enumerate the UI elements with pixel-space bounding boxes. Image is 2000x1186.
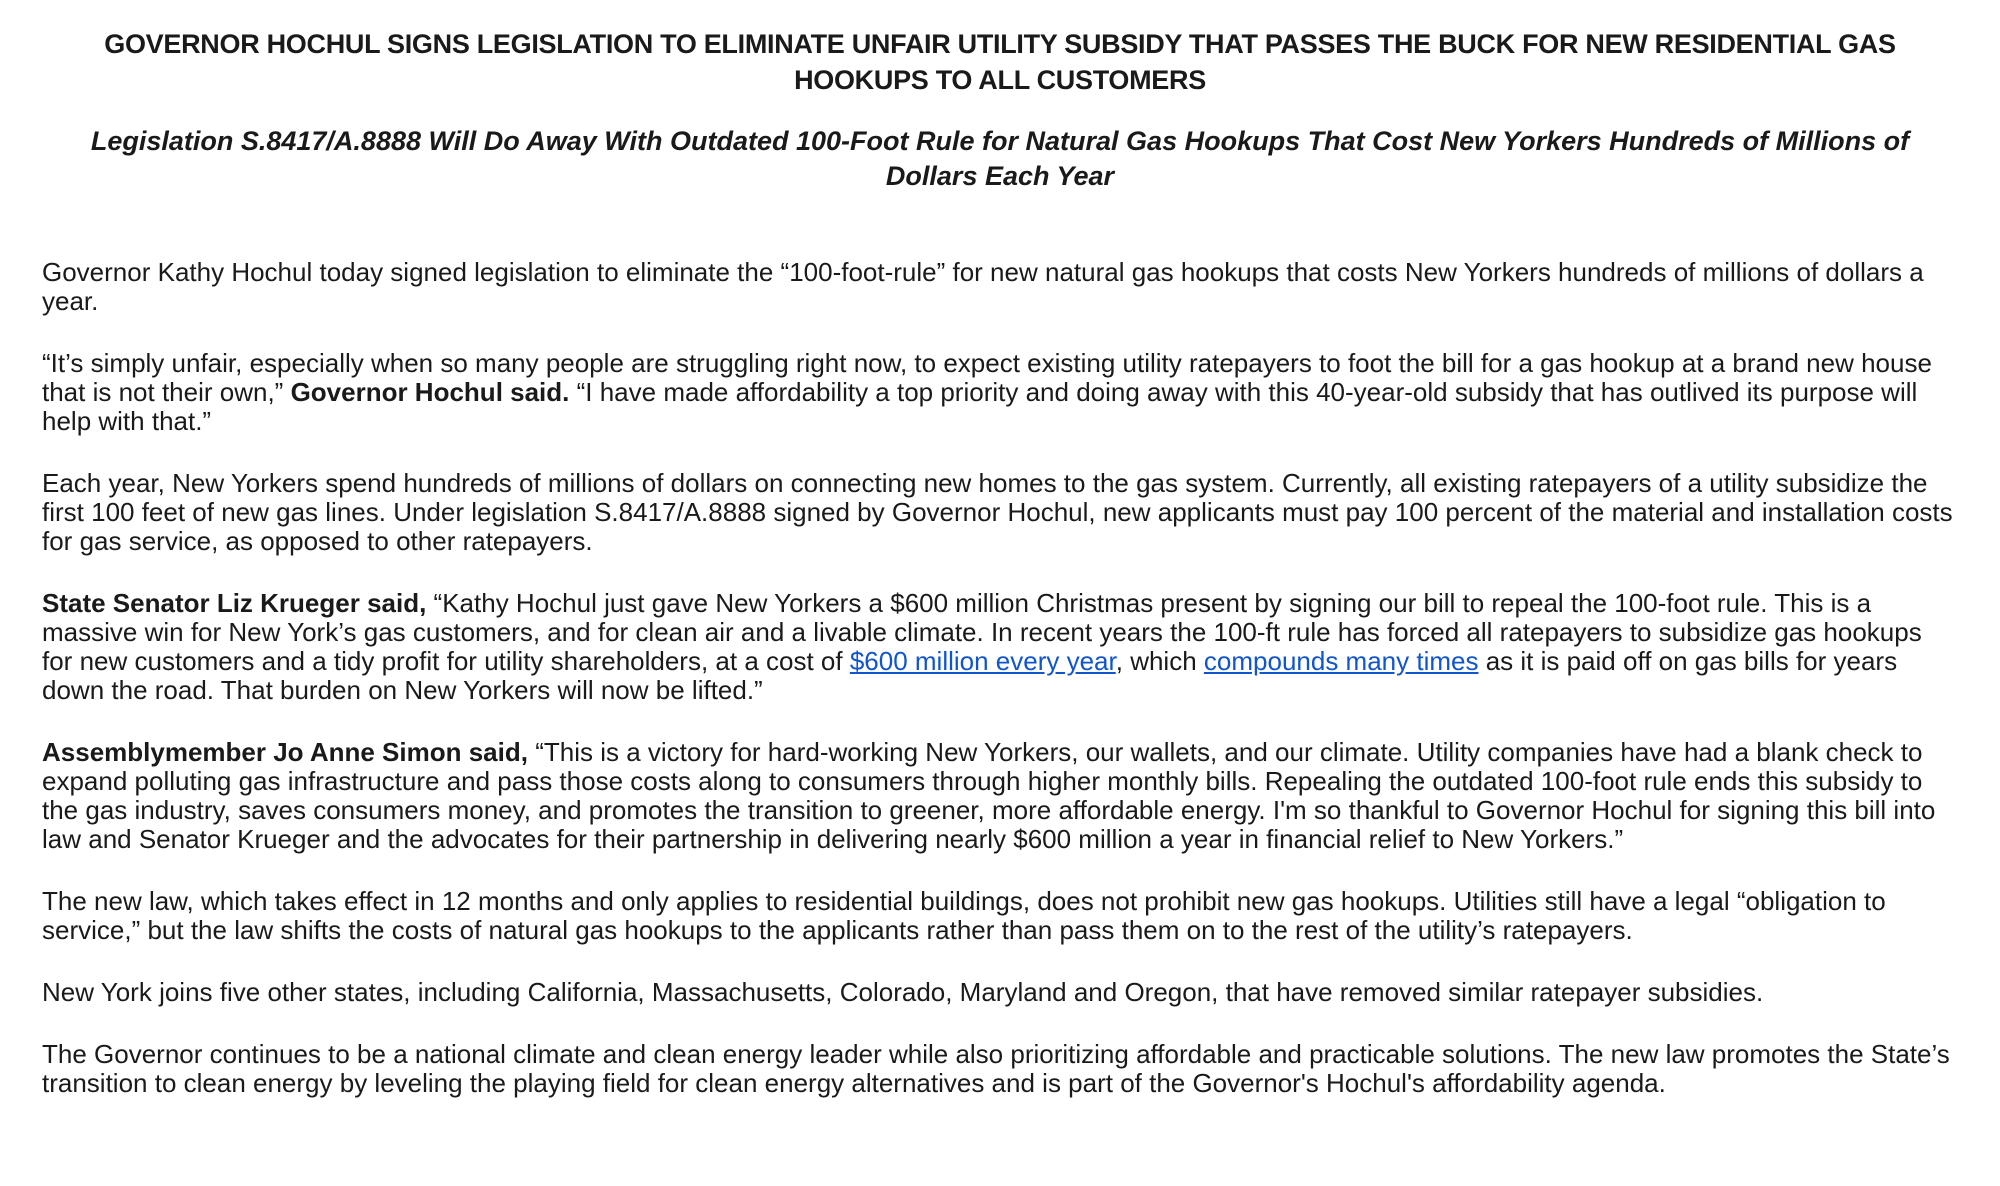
inline-link[interactable]: $600 million every year bbox=[849, 646, 1116, 676]
speaker-attribution: State Senator Liz Krueger said, bbox=[42, 588, 427, 618]
inline-link[interactable]: compounds many times bbox=[1203, 646, 1479, 676]
speaker-attribution: Governor Hochul said. bbox=[290, 377, 570, 407]
text-run: “I have made affordability a top priority and doing away with this 40-year-old subsidy that has outlived its purpose will help with that.” bbox=[42, 377, 1918, 436]
paragraph-7 bbox=[42, 978, 1958, 1007]
text-run: New York joins five other states, including California, Massachusetts, Colorado, Maryland and Oregon, that have removed similar ratepayer subsidies. bbox=[42, 977, 1764, 1007]
headline: GOVERNOR HOCHUL SIGNS LEGISLATION TO ELIMINATE UNFAIR UTILITY SUBSIDY THAT PASSES THE BUCK FOR NEW RESIDENTIAL GAS HOOKUPS TO ALL CUSTOMERS bbox=[104, 29, 1896, 95]
speaker-attribution: Assemblymember Jo Anne Simon said, bbox=[42, 737, 528, 767]
paragraph-4 bbox=[42, 589, 1958, 705]
text-run: The Governor continues to be a national climate and clean energy leader while also prioritizing affordable and practicable solutions. The new law promotes the State’s transition to clean energy by leveling the playing field for clean energy alternatives and is part of the Governor's Hochul's affordability agenda. bbox=[42, 1039, 1950, 1098]
paragraph-2 bbox=[42, 349, 1958, 436]
text-run: as it is paid off on gas bills for years down the road. That burden on New Yorkers will now be lifted.” bbox=[42, 646, 1898, 705]
text-run: The new law, which takes effect in 12 months and only applies to residential buildings, does not prohibit new gas hookups. Utilities still have a legal “obligation to service,” but the law shifts the costs of natural gas hookups to the applicants rather than pass them on to the rest of the utility’s ratepayers. bbox=[42, 886, 1886, 945]
paragraph-3 bbox=[42, 469, 1958, 556]
subheadline: Legislation S.8417/A.8888 Will Do Away With Outdated 100-Foot Rule for Natural Gas Hookups That Cost New Yorkers Hundreds of Millions of Dollars Each Year bbox=[90, 126, 1910, 191]
text-run: Governor Kathy Hochul today signed legislation to eliminate the “100-foot-rule” for new natural gas hookups that costs New Yorkers hundreds of millions of dollars a year. bbox=[42, 257, 1924, 316]
article-body bbox=[42, 258, 1958, 1098]
text-run: “It’s simply unfair, especially when so many people are struggling right now, to expect existing utility ratepayers to foot the bill for a gas hookup at a brand new house that is not their own,” bbox=[42, 348, 1932, 407]
paragraph-8 bbox=[42, 1040, 1958, 1098]
text-run: “This is a victory for hard-working New Yorkers, our wallets, and our climate. Utility companies have had a blank check to expand polluting gas infrastructure and pass those costs along to consumers through higher monthly bills. Repealing the outdated 100-foot rule ends this subsidy to the gas industry, saves consumers money, and promotes the transition to greener, more affordable energy. I'm so thankful to Governor Hochul for signing this bill into law and Senator Krueger and the advocates for their partnership in delivering nearly $600 million a year in financial relief to New Yorkers.” bbox=[42, 737, 1936, 854]
paragraph-1 bbox=[42, 258, 1958, 316]
text-run: Each year, New Yorkers spend hundreds of millions of dollars on connecting new homes to the gas system. Currently, all existing ratepayers of a utility subsidize the first 100 feet of new gas lines. Under legislation S.8417/A.8888 signed by Governor Hochul, new applicants must pay 100 percent of the material and installation costs for gas service, as opposed to other ratepayers. bbox=[42, 468, 1953, 556]
text-run: “Kathy Hochul just gave New Yorkers a $600 million Christmas present by signing our bill to repeal the 100-foot rule. This is a massive win for New York’s gas customers, and for clean air and a livable climate. In recent years the 100-ft rule has forced all ratepayers to subsidize gas hookups for new customers and a tidy profit for utility shareholders, at a cost of bbox=[42, 588, 1922, 676]
paragraph-6 bbox=[42, 887, 1958, 945]
paragraph-5 bbox=[42, 738, 1958, 854]
text-run: , which bbox=[1115, 646, 1204, 676]
